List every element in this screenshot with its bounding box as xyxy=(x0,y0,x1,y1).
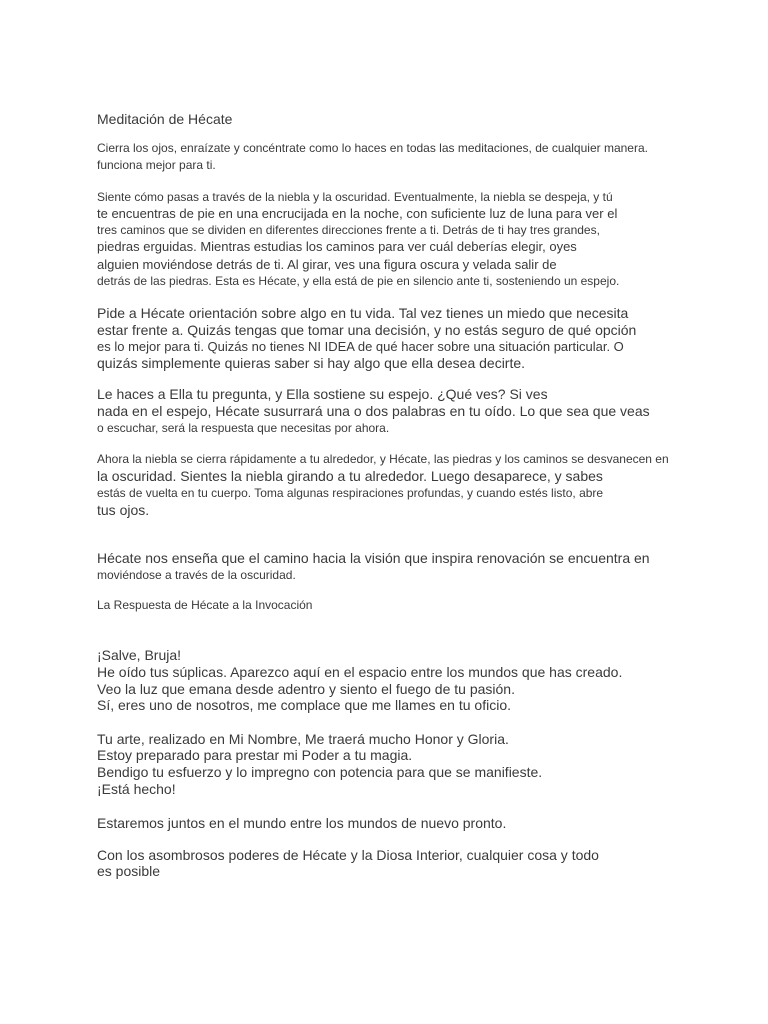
paragraph-line: quizás simplemente quieras saber si hay algo que ella desea decirte. xyxy=(97,355,526,371)
verse-line: Veo la luz que emana desde adentro y siento el fuego de tu pasión. xyxy=(97,681,515,697)
paragraph-line: nada en el espejo, Hécate susurrará una o dos palabras en tu oído. Lo que sea que veas xyxy=(97,403,650,419)
verse-line: Sí, eres uno de nosotros, me complace que me llames en tu oficio. xyxy=(97,697,511,713)
verse-line: es posible xyxy=(97,863,161,879)
intro-line: Cierra los ojos, enraízate y concéntrate como lo haces en todas las meditaciones, de cualquier manera. xyxy=(97,141,648,155)
paragraph-line: te encuentras de pie en una encrucijada en la noche, con suficiente luz de luna para ver el xyxy=(97,206,618,221)
paragraph-line: detrás de las piedras. Esta es Hécate, y ella está de pie en silencio ante ti, sosteniendo un espejo. xyxy=(97,274,620,288)
paragraph-line: tus ojos. xyxy=(97,502,150,518)
verse-line: He oído tus súplicas. Aparezco aquí en el espacio entre los mundos que has creado. xyxy=(97,664,623,680)
verse-line: Tu arte, realizado en Mi Nombre, Me traerá mucho Honor y Gloria. xyxy=(97,731,509,747)
section-subtitle: La Respuesta de Hécate a la Invocación xyxy=(97,598,313,612)
paragraph-line: Le haces a Ella tu pregunta, y Ella sostiene su espejo. ¿Qué ves? Si ves xyxy=(97,386,548,402)
verse-line: Bendigo tu esfuerzo y lo impregno con potencia para que se manifieste. xyxy=(97,764,543,780)
paragraph-line: Siente cómo pasas a través de la niebla y la oscuridad. Eventualmente, la niebla se despeja, y tú xyxy=(97,190,613,204)
paragraph-line: estar frente a. Quizás tengas que tomar una decisión, y no estás seguro de qué opción xyxy=(97,322,637,338)
paragraph-line: Ahora la niebla se cierra rápidamente a tu alrededor, y Hécate, las piedras y los caminos se desvanecen en xyxy=(97,452,669,466)
paragraph-line: la oscuridad. Sientes la niebla girando a tu alrededor. Luego desaparece, y sabes xyxy=(97,468,603,484)
paragraph-line: tres caminos que se dividen en diferentes direcciones frente a ti. Detrás de ti hay tres grandes, xyxy=(97,223,600,237)
paragraph-line: estás de vuelta en tu cuerpo. Toma algunas respiraciones profundas, y cuando estés listo, abre xyxy=(97,486,604,500)
paragraph-line: alguien moviéndose detrás de ti. Al girar, ves una figura oscura y velada salir de xyxy=(97,257,557,272)
document-title: Meditación de Hécate xyxy=(97,111,233,127)
paragraph-line: o escuchar, será la respuesta que necesitas por ahora. xyxy=(97,421,390,435)
paragraph-line: piedras erguidas. Mientras estudias los caminos para ver cuál deberías elegir, oyes xyxy=(97,239,577,254)
verse-line: ¡Está hecho! xyxy=(97,781,176,797)
intro-line: funciona mejor para ti. xyxy=(97,158,216,172)
paragraph-line: moviéndose a través de la oscuridad. xyxy=(97,568,296,582)
paragraph-line: Pide a Hécate orientación sobre algo en tu vida. Tal vez tienes un miedo que necesita xyxy=(97,305,629,321)
verse-line: Estaremos juntos en el mundo entre los mundos de nuevo pronto. xyxy=(97,815,507,831)
paragraph-line: es lo mejor para ti. Quizás no tienes NI IDEA de qué hacer sobre una situación particular. O xyxy=(97,339,624,354)
verse-line: Con los asombrosos poderes de Hécate y la Diosa Interior, cualquier cosa y todo xyxy=(97,847,599,863)
paragraph-line: Hécate nos enseña que el camino hacia la visión que inspira renovación se encuentra en xyxy=(97,550,650,566)
verse-line: ¡Salve, Bruja! xyxy=(97,647,182,663)
verse-line: Estoy preparado para prestar mi Poder a tu magia. xyxy=(97,747,413,763)
